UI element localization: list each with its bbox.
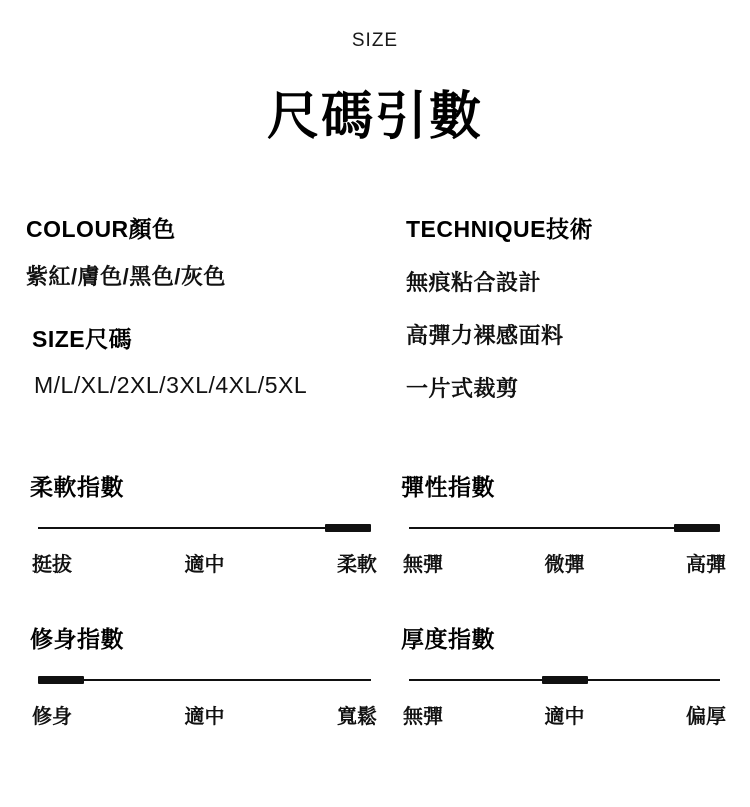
meter-thickness-track	[409, 676, 720, 684]
meter-elasticity-knob[interactable]	[674, 524, 720, 532]
meter-fit-label-3: 寬鬆	[337, 706, 377, 728]
meter-track-line	[38, 679, 371, 681]
meter-thickness-labels	[401, 700, 728, 729]
meter-fit	[30, 621, 379, 729]
technique-line-1: 無痕粘合設計	[406, 270, 542, 295]
technique-line-2: 高彈力裸感面料	[406, 323, 564, 348]
meter-softness-knob[interactable]	[325, 524, 371, 532]
meter-fit-knob[interactable]	[38, 676, 84, 684]
meter-softness-label-3: 柔軟	[337, 554, 377, 576]
meter-elasticity-label-3: 高彈	[686, 554, 726, 576]
meter-thickness-label-3: 偏厚	[686, 706, 726, 728]
meter-fit-title: 修身指數	[30, 626, 124, 652]
meter-elasticity-labels	[401, 548, 728, 577]
colour-block	[26, 211, 374, 291]
meter-fit-label-1: 修身	[32, 706, 72, 728]
meter-softness-title: 柔軟指數	[30, 474, 124, 500]
meter-softness	[30, 469, 379, 577]
meter-elasticity	[379, 469, 728, 577]
meter-elasticity-label-2: 微彈	[544, 554, 585, 576]
page-header	[0, 0, 750, 149]
meter-fit-track	[38, 676, 371, 684]
page-title: 尺碼引數	[266, 88, 483, 146]
meter-elasticity-title: 彈性指數	[401, 474, 495, 500]
technique-heading: TECHNIQUE技術	[406, 216, 593, 242]
meter-softness-labels	[30, 548, 379, 577]
meter-elasticity-track	[409, 524, 720, 532]
meter-softness-track	[38, 524, 371, 532]
meter-thickness-label-2: 適中	[544, 706, 585, 728]
meter-fit-label-2: 適中	[184, 706, 225, 728]
meters-section	[0, 469, 750, 773]
colour-heading: COLOUR顏色	[26, 216, 176, 242]
page-eyebrow: SIZE	[351, 30, 399, 51]
meter-softness-label-2: 適中	[184, 554, 225, 576]
info-column-right	[374, 211, 722, 403]
technique-line-3: 一片式裁剪	[406, 376, 519, 401]
meter-softness-label-1: 挺拔	[32, 554, 72, 576]
meter-thickness-label-1: 無彈	[403, 706, 443, 728]
size-value: M/L/XL/2XL/3XL/4XL/5XL	[34, 372, 308, 398]
meter-thickness	[379, 621, 728, 729]
size-heading: SIZE尺碼	[32, 326, 133, 352]
info-column-left	[26, 211, 374, 403]
meter-track-line	[38, 527, 371, 529]
colour-value: 紫紅/膚色/黑色/灰色	[26, 264, 226, 289]
size-block	[26, 321, 374, 399]
meter-elasticity-label-1: 無彈	[403, 554, 443, 576]
meter-thickness-title: 厚度指數	[401, 626, 495, 652]
meter-fit-labels	[30, 700, 379, 729]
info-section	[0, 211, 750, 403]
meter-thickness-knob[interactable]	[542, 676, 588, 684]
